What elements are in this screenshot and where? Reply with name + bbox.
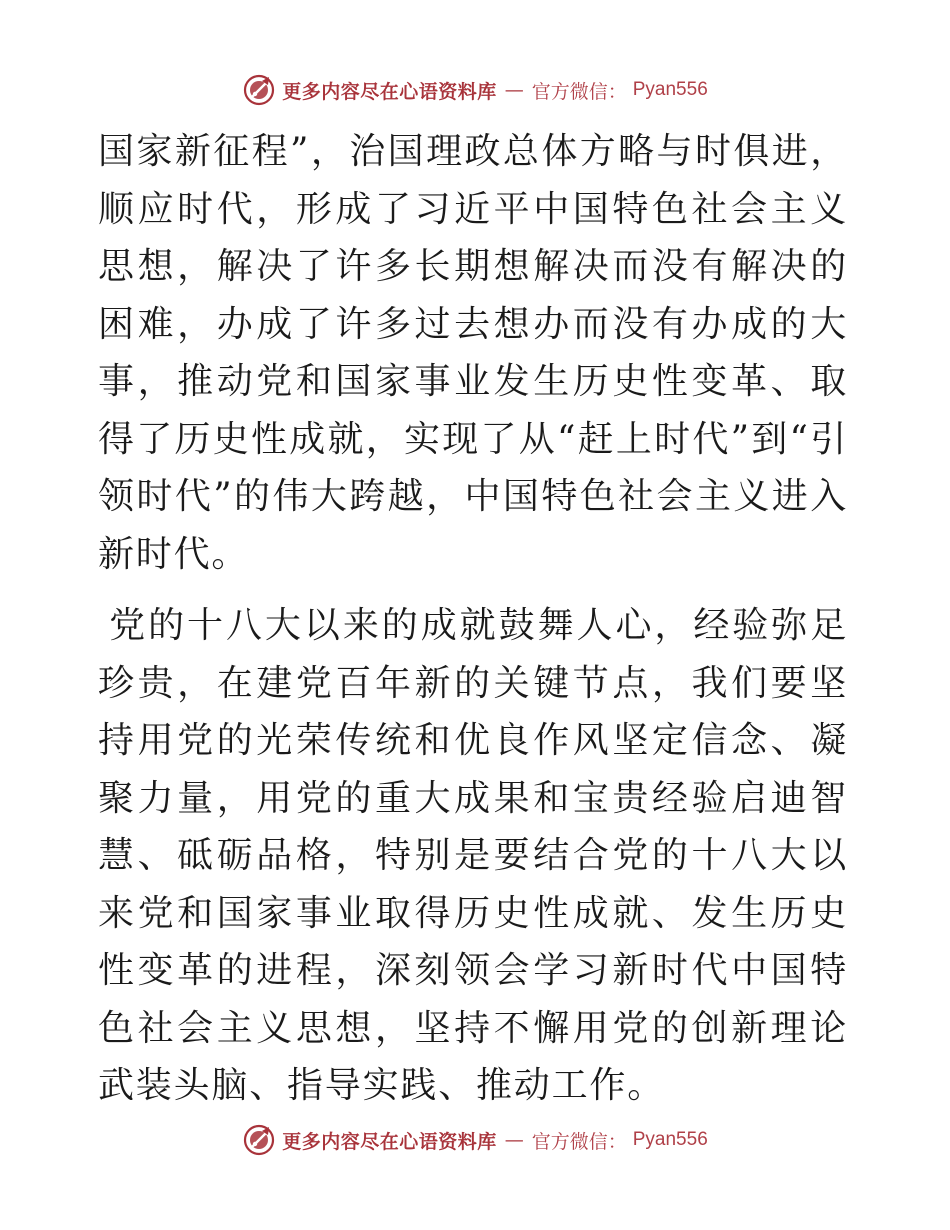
paragraph-1-text: 国家新征程”，治国理政总体方略与时俱进，顺应时代，形成了习近平中国特色社会主义思想，解决了许多长期想解决而没有解决的困难，办成了许多过去想办而没有办成的大事，推动党和国家事业发生历史性变革、取得了历史性成就，实现了从“赶上时代”到“引领时代”的伟大跨越，中国特色社会主义进入新时代。	[98, 131, 848, 575]
footer-wechat-id: Pyan556	[632, 1129, 708, 1150]
paragraph-2-text: 党的十八大以来的成就鼓舞人心，经验弥足珍贵，在建党百年新的关键节点，我们要坚持用党的光荣传统和优良作风坚定信念、凝聚力量，用党的重大成果和宝贵经验启迪智慧、砥砺品格，特别是要结合党的十八大以来党和国家事业取得历史性成就、发生历史性变革的进程，深刻领会学习新时代中国特色社会主义思想，坚持不懈用党的创新理论武装头脑、指导实践、推动工作。	[98, 605, 848, 1106]
header-brand-text: 更多内容尽在心语资料库	[282, 80, 497, 103]
paragraph-1	[98, 123, 848, 583]
footer-dash: —	[504, 1129, 524, 1151]
footer-wechat-label: 官方微信：	[531, 1130, 627, 1153]
header-wechat-label: 官方微信：	[531, 80, 627, 103]
seal-logo-icon	[242, 1123, 276, 1157]
footer-brand-text: 更多内容尽在心语资料库	[282, 1130, 497, 1153]
header-dash: —	[504, 79, 524, 101]
document-body	[98, 123, 848, 1115]
header-banner	[0, 70, 950, 110]
seal-logo-icon	[242, 73, 276, 107]
footer-banner	[0, 1120, 950, 1160]
paragraph-2	[98, 597, 848, 1115]
header-wechat-id: Pyan556	[632, 79, 708, 100]
